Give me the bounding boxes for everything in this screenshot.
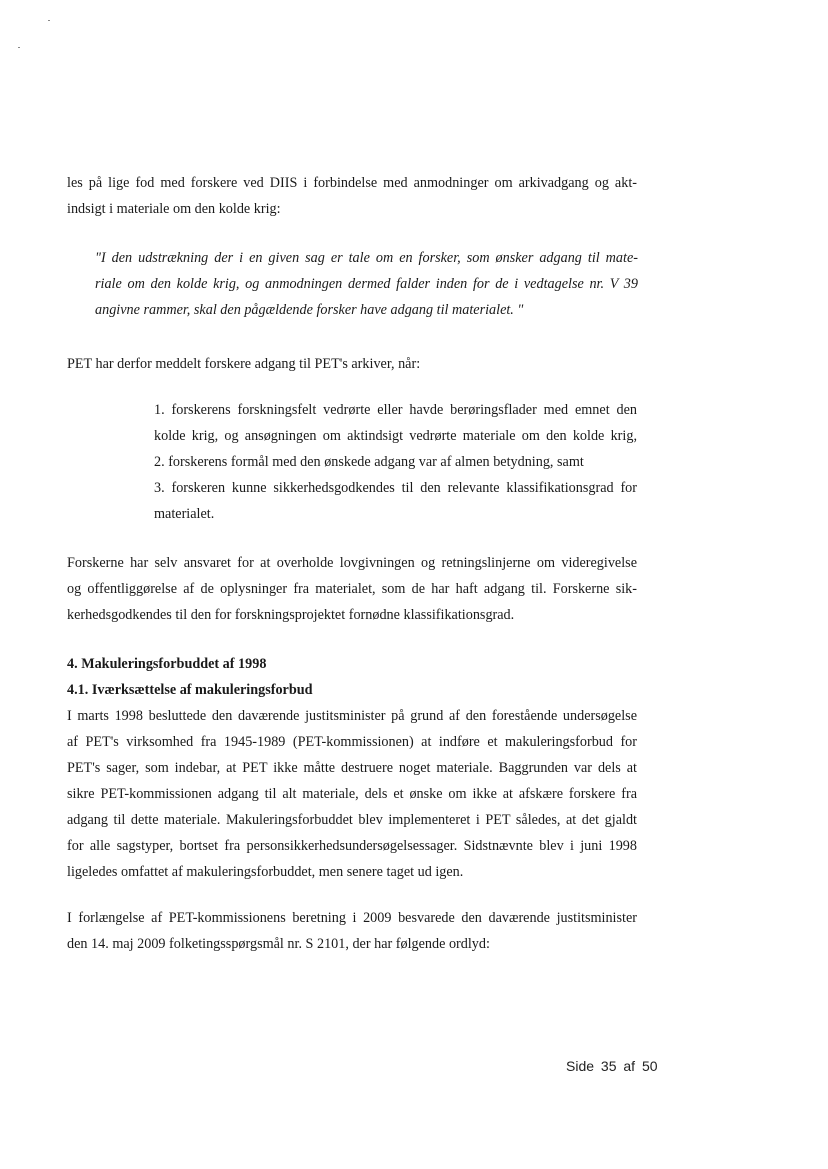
criteria-list xyxy=(154,397,637,527)
text-line: ligeledes omfattet af makuleringsforbuddet, men senere taget ud igen. xyxy=(67,864,464,880)
text-line: indsigt i materiale om den kolde krig: xyxy=(67,201,281,217)
quote-line: riale om den kolde krig, og anmodningen dermed falder inden for de i vedtagelse nr. V 39 xyxy=(95,276,638,292)
text-line: for alle sagstyper, bortset fra personsikkerhedsundersøgelsessager. Sidstnævnte blev i juni 1998 xyxy=(67,838,637,854)
footer-total-pages: 50 xyxy=(641,1058,658,1074)
text-line: og offentliggørelse af de oplysninger fra materialet, som de har haft adgang til. Forskerne sik- xyxy=(67,581,637,597)
text-line: les på lige fod med forskere ved DIIS i forbindelse med anmodninger om arkivadgang og akt- xyxy=(67,175,637,191)
scan-speck xyxy=(48,20,50,21)
pet-access-intro xyxy=(67,351,637,377)
scan-speck xyxy=(18,47,20,48)
text-line: adgang til dette materiale. Makuleringsforbuddet blev implementeret i PET således, at det gjaldt xyxy=(67,812,637,828)
text-line: af PET's virksomhed fra 1945-1989 (PET-kommissionen) at indføre et makuleringsforbud for xyxy=(67,734,637,750)
list-item: 2. forskerens formål med den ønskede adgang var af almen betydning, samt xyxy=(154,454,584,470)
text-line: Forskerne har selv ansvaret for at overholde lovgivningen og retningslinjerne om videregivelse xyxy=(67,555,637,571)
text-line: sikre PET-kommissionen adgang til alt materiale, dels et ønske om ikke at afskære forskere fra xyxy=(67,786,637,802)
text-line: PET's sager, som indebar, at PET ikke måtte destruere noget materiale. Baggrunden var dels at xyxy=(67,760,637,776)
text-line: PET har derfor meddelt forskere adgang til PET's arkiver, når: xyxy=(67,356,421,372)
quote-block xyxy=(95,245,638,323)
section-heading: 4. Makuleringsforbuddet af 1998 xyxy=(67,656,267,672)
list-item: 1. forskerens forskningsfelt vedrørte eller havde berøringsflader med emnet den xyxy=(154,402,637,418)
text-line: I forlængelse af PET-kommissionens beretning i 2009 besvarede den daværende justitsminister xyxy=(67,910,637,926)
extension-paragraph xyxy=(67,905,637,957)
text-line: I marts 1998 besluttede den daværende justitsminister på grund af den forestående undersøgelse xyxy=(67,708,637,724)
subsection-heading: 4.1. Iværksættelse af makuleringsforbud xyxy=(67,682,313,698)
text-line: den 14. maj 2009 folketingsspørgsmål nr. S 2101, der har følgende ordlyd: xyxy=(67,936,490,952)
footer-page-number: 35 xyxy=(600,1058,617,1074)
list-item: kolde krig, og ansøgningen om aktindsigt vedrørte materiale om den kolde krig, xyxy=(154,428,637,444)
list-item: materialet. xyxy=(154,506,215,522)
footer-of-label: af xyxy=(623,1058,636,1074)
ban-paragraph xyxy=(67,703,637,885)
text-line: kerhedsgodkendes til den for forskningsprojektet fornødne klassifikationsgrad. xyxy=(67,607,515,623)
list-item: 3. forskeren kunne sikkerhedsgodkendes til den relevante klassifikationsgrad for xyxy=(154,480,637,496)
quote-line: "I den udstrækning der i en given sag er tale om en forsker, som ønsker adgang til mate- xyxy=(95,250,638,266)
intro-paragraph xyxy=(67,170,637,222)
quote-line: angivne rammer, skal den pågældende forsker have adgang til materialet. " xyxy=(95,302,524,318)
footer-side-label: Side xyxy=(566,1058,595,1074)
responsibility-paragraph xyxy=(67,550,637,628)
page-footer xyxy=(566,1058,661,1074)
